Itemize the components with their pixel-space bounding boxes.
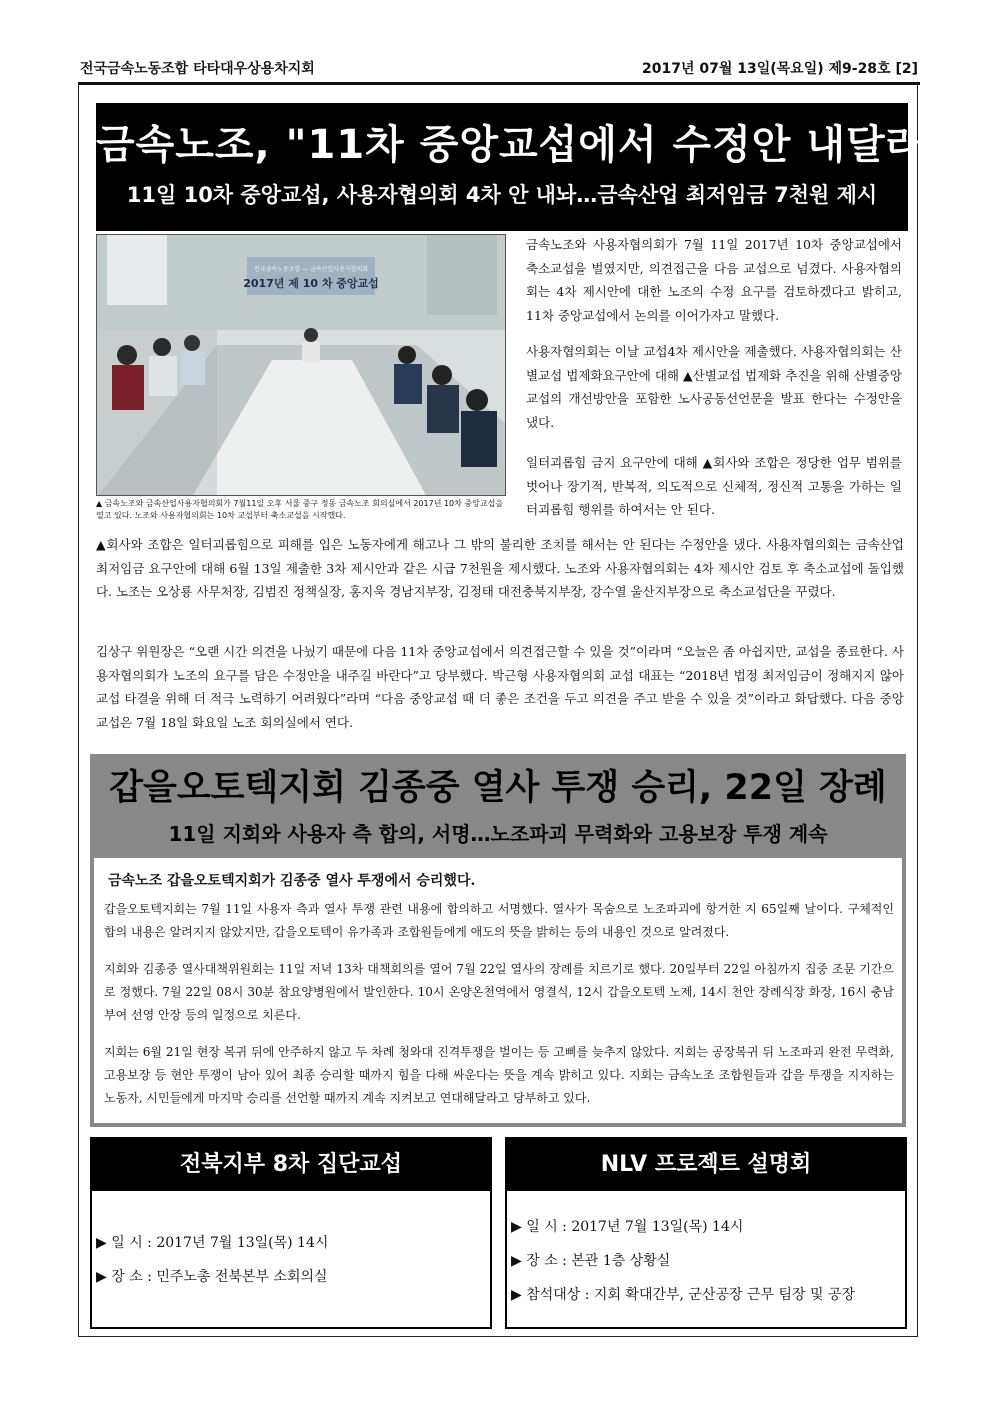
article2-subtitle: 11일 지회와 사용자 측 합의, 서명…노조파괴 무력화와 고용보장 투쟁 계속: [168, 822, 828, 846]
notice-item: ▶ 장 소 : 민주노총 전북본부 소회의실: [96, 1269, 328, 1285]
meeting-photo: [96, 234, 506, 496]
union-name: 전국금속노동조합 타타대우상용차지회: [80, 61, 315, 77]
article1-subtitle: 11일 10차 중앙교섭, 사용자협의회 4차 안 내놔…금속산업 최저임금 7천원 제시: [126, 183, 878, 207]
notice-item: ▶ 일 시 : 2017년 7월 13일(목) 14시: [96, 1235, 329, 1251]
article2-title: 갑을오토텍지회 김종중 열사 투쟁 승리, 22일 장례: [109, 768, 887, 808]
article2-box: [90, 854, 906, 1127]
notice-item: ▶ 참석대상 : 지회 확대간부, 군산공장 근무 팀장 및 공장: [511, 1287, 855, 1303]
article1-title: 금속노조, "11차 중앙교섭에서 수정안 내달라": [96, 122, 948, 168]
article1-banner: [96, 103, 948, 231]
issue-info: 2017년 07월 13일(목요일) 제9-28호 [2]: [642, 61, 918, 77]
article2-paragraph: 지회와 김종중 열사대책위원회는 11일 저녁 13차 대책회의를 열어 7월 22일 열사의 장례를 치르기로 했다. 20일부터 22일 아침까지 집중 조문 기간으로 정했다. 7월 22일 08시 30분 참요양병원에서 발인한다. 10시 온양온천역에서 영결식, 12시 갑을오토텍 노제, 14시 천안 장례식장 화장, 16시 충남 부여 선영 안장 등의 일정으로 치른다.: [104, 962, 894, 1022]
notice-title: 전북지부 8차 집단교섭: [92, 1139, 490, 1191]
page-header: [80, 58, 918, 80]
notice-item: ▶ 일 시 : 2017년 7월 13일(목) 14시: [511, 1219, 744, 1235]
notice-item: ▶ 장 소 : 본관 1층 상황실: [511, 1253, 671, 1269]
article2-lead: 금속노조 갑을오토텍지회가 김종중 열사 투쟁에서 승리했다.: [108, 873, 476, 889]
article1-paragraph: 일터괴롭힘 금지 요구안에 대해 ▲회사와 조합은 정당한 업무 범위를 벗어나 장기적, 반복적, 의도적으로 신체적, 정신적 고통을 가하는 일터괴롭힘 행위를 하여서는 안 된다.: [526, 455, 902, 517]
notice-title: NLV 프로젝트 설명회: [507, 1139, 905, 1191]
notice-jeonbuk: [90, 1137, 492, 1329]
article2-paragraph: 갑을오토텍지회는 7월 11일 사용자 측과 열사 투쟁 관련 내용에 합의하고 서명했다. 열사가 목숨으로 노조파괴에 항거한 지 65일째 날이다. 구체적인 합의 내용은 알려지지 않았지만, 갑을오토텍이 유가족과 조합원들에게 애도의 뜻을 밝히는 등의 내용인 것으로 알려졌다.: [104, 902, 894, 939]
article1-paragraph: 사용자협의회는 이날 교섭4차 제시안을 제출했다. 사용자협의회는 산별교섭 법제화요구안에 대해 ▲산별교섭 법제화 추진을 위해 산별중앙교섭의 개선방안을 포함한 노사공동선언문을 발표 한다는 수정안을 냈다.: [526, 344, 902, 430]
photo-caption: ▲ 금속노조와 금속산업사용자협의회가 7월11일 오후 서울 중구 정동 금속노조 회의실에서 2017년 10차 중앙교섭을 열고 있다. 노조와 사용자협의회는 10차 교섭부터 축소교섭을 시작했다.: [96, 499, 504, 520]
photo-banner-text: 2017년 제 10 차 중앙교섭: [243, 277, 379, 290]
article1-paragraph: 김상구 위원장은 “오랜 시간 의견을 나눴기 때문에 다음 11차 중앙교섭에서 의견접근할 수 있을 것”이라며 “오늘은 좀 아쉽지만, 교섭을 종료한다. 사용자협의회가 노조의 요구를 담은 수정안을 내주길 바란다”고 당부했다. 박근형 사용자협의회 교섭 대표는 “2018년 법정 최저임금이 정해지지 않아 교섭 타결을 위해 더 적극 노력하기 어려웠다”라며 “다음 중앙교섭 때 더 좋은 조건을 두고 의견을 주고 받을 수 있을 것”이라고 화답했다. 다음 중앙교섭은 7월 18일 화요일 노조 회의실에서 연다.: [96, 644, 904, 730]
notice-nlv: [505, 1137, 907, 1329]
svg-text:전국금속노동조합 — 금속산업사용자협의회: 전국금속노동조합 — 금속산업사용자협의회: [253, 266, 369, 273]
article1-paragraph: 금속노조와 사용자협의회가 7월 11일 2017년 10차 중앙교섭에서 축소교섭을 벌였지만, 의견접근을 다음 교섭으로 넘겼다. 사용자협의회는 4차 제시안에 대한 노조의 수정 요구를 검토하겠다고 밝히고, 11차 중앙교섭에서 논의를 이어가자고 말했다.: [526, 237, 902, 323]
meeting-photo-illustration: [97, 235, 506, 496]
article2-paragraph: 지회는 6월 21일 현장 복귀 뒤에 안주하지 않고 두 차례 청와대 진격투쟁을 벌이는 등 고삐를 늦추지 않았다. 지회는 공장복귀 뒤 노조파괴 완전 무력화, 고용보장 등 현안 투쟁이 남아 있어 최종 승리할 때까지 힘을 다해 싸운다는 뜻을 계속 밝히고 있다. 지회는 금속노조 조합원들과 갑을 투쟁을 지지하는 노동자, 시민들에게 마지막 승리를 선언할 때까지 계속 지켜보고 연대해달라고 당부하고 있다.: [104, 1045, 894, 1105]
article1-paragraph: ▲회사와 조합은 일터괴롭힘으로 피해를 입은 노동자에게 해고나 그 밖의 불리한 조치를 해서는 안 된다는 수정안을 냈다. 사용자협의회는 금속산업 최저임금 요구안에 대해 6월 13일 제출한 3차 제시안과 같은 시급 7천원을 제시했다. 노조와 사용자협의회는 4차 제시안 검토 후 축소교섭에 돌입했다. 노조는 오상룡 사무처장, 김범진 정책실장, 홍지욱 경남지부장, 김정태 대전충북지부장, 강수열 울산지부장으로 축소교섭단을 꾸렸다.: [96, 537, 904, 599]
article2-banner: [90, 754, 906, 854]
